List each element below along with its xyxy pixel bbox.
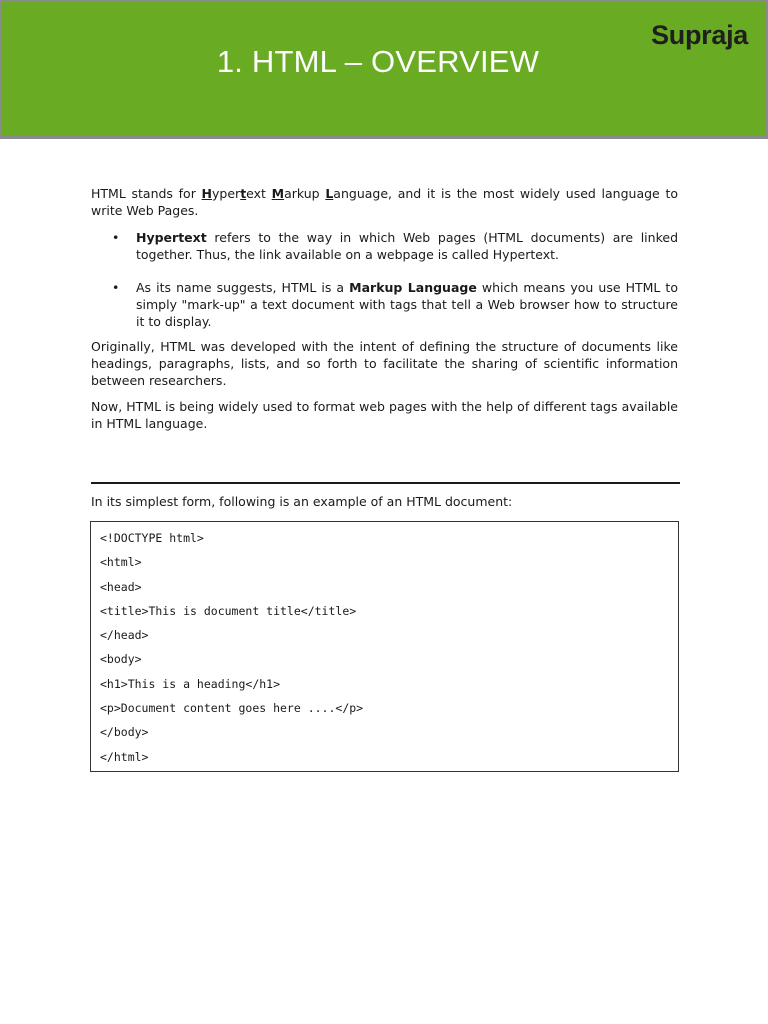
code-line: <title>This is document title</title>	[100, 603, 357, 618]
bullet-list	[91, 229, 678, 330]
term-markup-language: Markup Language	[349, 280, 477, 295]
main-content	[91, 185, 678, 432]
term-hypertext: Hypertext	[136, 230, 207, 245]
code-intro-text: In its simplest form, following is an example of an HTML document:	[91, 494, 513, 509]
code-line: <h1>This is a heading</h1>	[100, 676, 281, 691]
code-line: <html>	[100, 555, 142, 570]
header-banner	[0, 0, 768, 139]
section-divider	[91, 482, 680, 484]
code-line: </html>	[100, 749, 149, 764]
code-example-box	[90, 521, 679, 772]
list-item: • As its name suggests, HTML is a Markup Language which means you use HTML to simply "mark-up" a text document with tags that tell a Web browser how to structure it to display.	[112, 280, 678, 329]
list-item: • Hypertext refers to the way in which Web pages (HTML documents) are linked together. Thus, the link available on a webpage is called Hypertext.	[112, 230, 678, 262]
code-line: <body>	[100, 652, 142, 667]
intro-paragraph: HTML stands for Hypertext Markup Language, and it is the most widely used language to write Web Pages.	[91, 186, 678, 218]
origin-paragraph: Originally, HTML was developed with the intent of defining the structure of documents like headings, paragraphs, lists, and so forth to facilitate the sharing of scientific information between researchers.	[91, 339, 678, 388]
code-line: </body>	[100, 725, 149, 740]
bullet-icon: •	[112, 230, 120, 245]
code-line: <p>Document content goes here ....</p>	[100, 701, 364, 716]
code-line: <head>	[100, 579, 142, 594]
brand-logo-text: Supraja	[651, 20, 748, 50]
usage-paragraph: Now, HTML is being widely used to format web pages with the help of different tags available in HTML language.	[91, 399, 678, 431]
code-line: <!DOCTYPE html>	[100, 531, 204, 545]
page-title: 1. HTML – OVERVIEW	[216, 44, 540, 79]
code-line: </head>	[100, 628, 149, 643]
bullet-icon: •	[112, 280, 120, 295]
